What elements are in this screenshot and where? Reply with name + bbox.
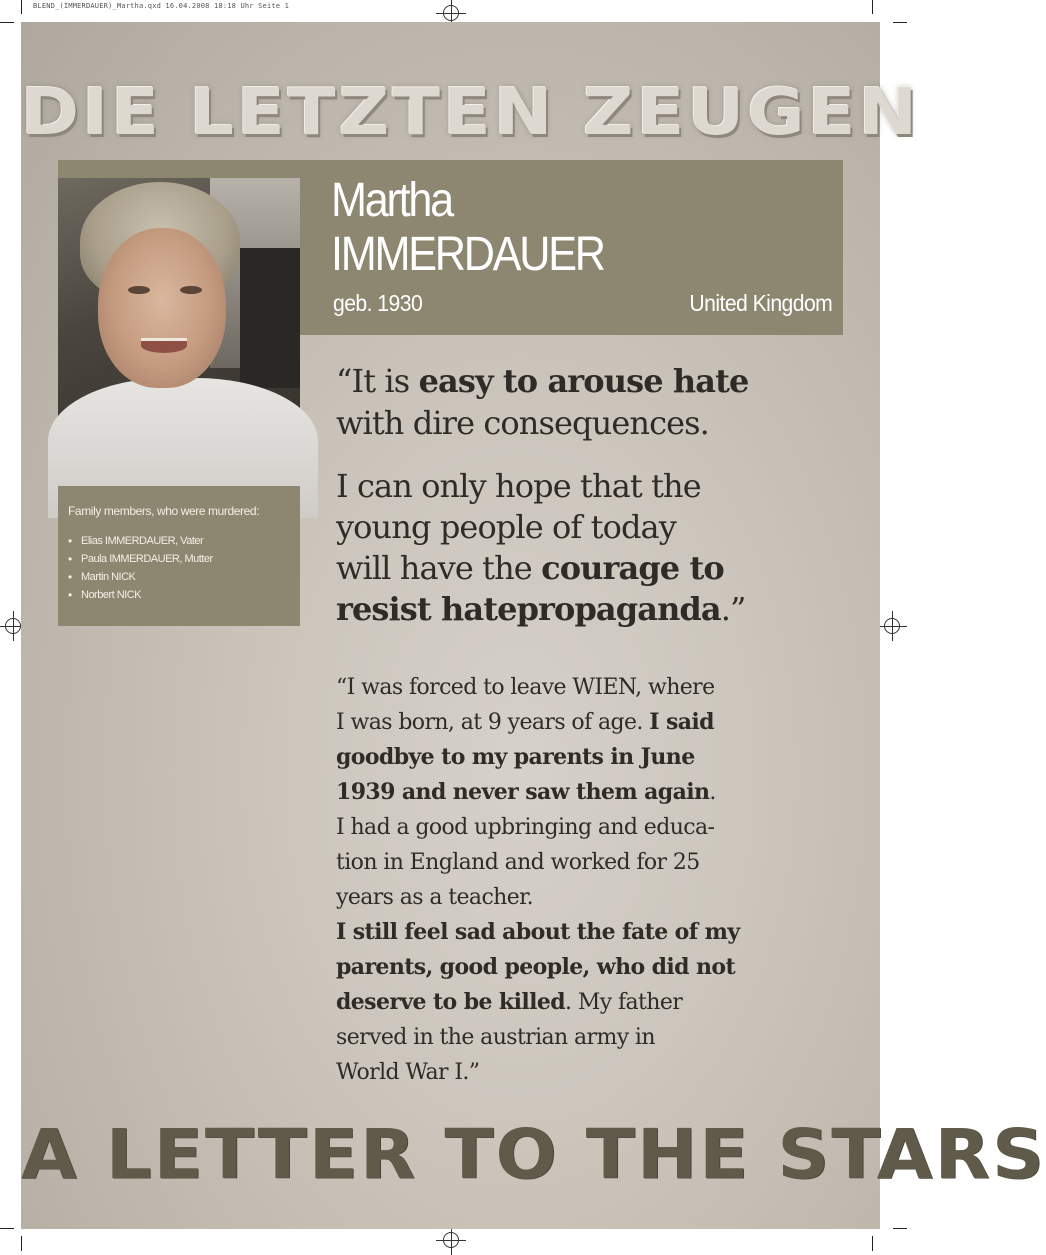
registration-mark-icon [884,618,900,634]
quote-line [336,589,745,630]
quote-text: I was born, at 9 years of age. [336,710,650,735]
quote-line: years as a teacher. [336,885,534,910]
crop-mark [872,1236,873,1251]
country: United Kingdom [689,290,832,316]
quote-story [336,670,740,1090]
quote-line [336,548,745,589]
photo-face [98,228,226,388]
quote-emphasis: courage to [541,549,724,587]
quote-line [336,705,740,740]
quote-emphasis: goodbye to my parents in June [336,744,695,770]
quote-line [336,740,740,775]
quote-emphasis: 1939 and never saw them again [336,779,710,805]
family-heading: Family members, who were murdered: [68,504,260,518]
quote-emphasis: easy to arouse hate [418,362,749,400]
quote-text: . [709,780,716,805]
family-box [58,486,300,626]
family-member: • Norbert NICK [68,586,290,604]
quote-line: with dire consequences. [336,404,709,442]
quote-emphasis: resist hatepropaganda [336,590,721,628]
quote-emphasis: parents, good people, who did not [336,954,736,980]
quote-text: will have the [336,549,542,587]
quote-line [336,985,740,1020]
crop-mark [21,1236,22,1251]
crop-mark [21,0,22,14]
quote-line: tion in England and worked for 25 [336,850,700,875]
quote-text: “It is [336,362,419,400]
quote-hope [336,466,745,630]
quote-line [336,360,748,402]
last-name: IMMERDAUER [331,228,604,281]
quote-line: young people of today [336,508,676,546]
crop-mark [0,1228,14,1229]
family-member: • Martin NICK [68,568,290,586]
poster-title: DIE LETZTEN ZEUGEN [21,74,921,150]
crop-mark [893,22,907,23]
quote-line: I can only hope that the [336,467,701,505]
quote-line: served in the austrian army in [336,1025,655,1050]
photo-monitor [240,248,300,388]
quote-emphasis: I said [649,709,714,735]
registration-mark-icon [443,5,459,21]
quote-text: . My father [565,990,683,1015]
first-name: Martha [331,174,452,227]
quote-line [336,915,740,950]
poster [21,22,1046,1229]
footer-title: A LETTER TO THE STARS [21,1114,1046,1194]
photo-eye [128,286,150,294]
family-member: • Paula IMMERDAUER, Mutter [68,550,290,568]
quote-headline [336,360,748,444]
photo-eye [180,286,202,294]
quote-line: World War I.” [336,1060,480,1085]
print-slug: BLEND_(IMMERDAUER)_Martha.qxd 16.04.2008 18:18 Uhr Seite 1 [33,2,290,10]
photo-mouth [141,338,187,353]
family-list [68,532,290,604]
quote-line: I had a good upbringing and educa- [336,815,715,840]
quote-line [336,775,740,810]
crop-mark [893,1228,907,1229]
quote-emphasis: deserve to be killed [336,989,566,1015]
portrait-photo [58,178,300,486]
crop-mark [872,0,873,14]
birth-year: geb. 1930 [333,290,423,316]
registration-mark-icon [5,618,21,634]
quote-text: .” [720,590,746,628]
quote-line: “I was forced to leave WIEN, where [336,675,715,700]
registration-mark-icon [443,1232,459,1248]
quote-line [336,950,740,985]
quote-emphasis: I still feel sad about the fate of my [336,919,740,945]
crop-mark [0,22,14,23]
family-member: • Elias IMMERDAUER, Vater [68,532,290,550]
